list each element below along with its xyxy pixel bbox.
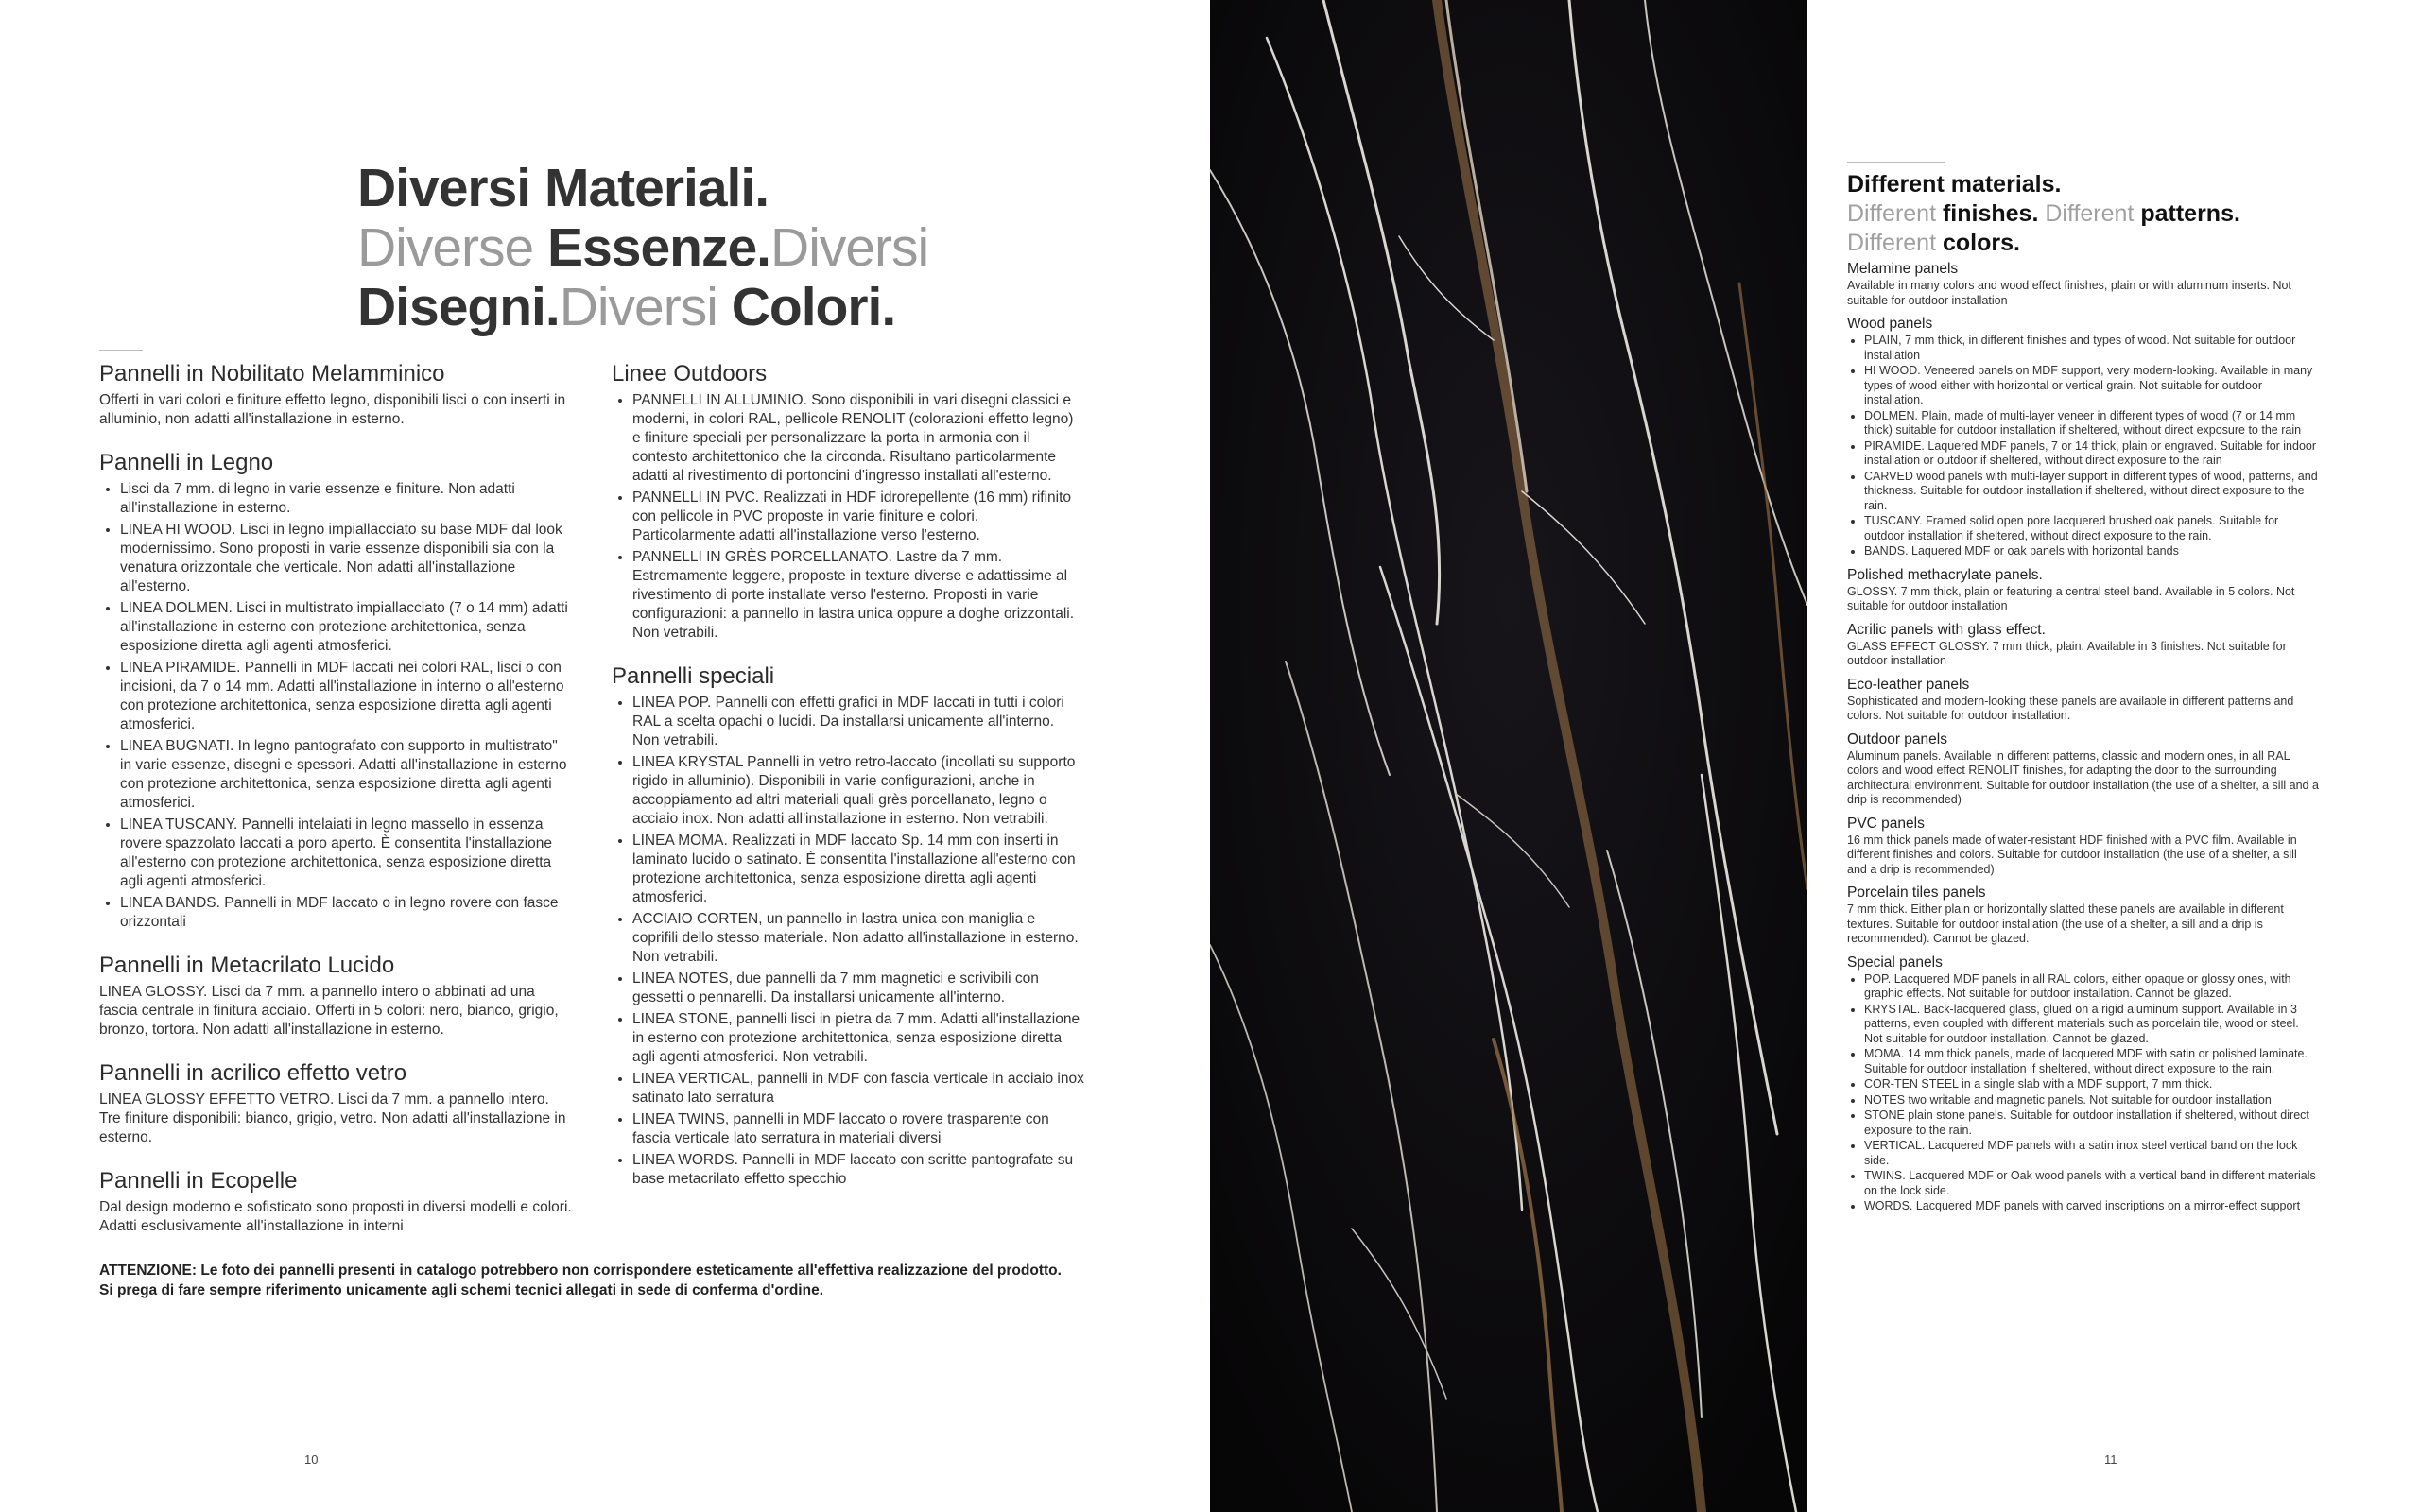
list-item: • Lisci da 7 mm. di legno in varie essenze e finiture. Non adatti all'installazione in esterno. [120,480,572,518]
title-word: colors. [1942,230,2020,256]
list-item: • WORDS. Lacquered MDF panels with carved inscriptions on a mirror-effect support [1864,1199,2320,1214]
title-word: Colori. [731,277,896,337]
section-heading: Pannelli in Legno [99,450,274,475]
column-left [99,361,572,1257]
title-word: finishes. [1942,200,2039,227]
disclaimer-line: ATTENZIONE: Le foto dei pannelli presenti in catalogo potrebbero non corrispondere esteticamente all'effettiva realizzazione del prodotto. [99,1263,1062,1279]
list-item: • LINEA BUGNATI. In legno pantografato con supporto in multistrato" in varie essenze, disegni e spessori. Adatti all'installazione in esterno con protezione architettonica, senza esposizione diretta agli agenti atmosferici. [120,737,572,813]
section-heading: Porcelain tiles panels [1847,885,1986,901]
english-title [1847,170,2240,258]
list-item: • DOLMEN. Plain, made of multi-layer veneer in different types of wood (7 or 14 mm thick) suitable for outdoor installation if sheltered, without direct exposure to the rain [1864,409,2320,438]
section-heading: Linee Outdoors [612,361,768,387]
list-item: • LINEA DOLMEN. Lisci in multistrato impiallacciato (7 o 14 mm) adatti all'installazione in esterno con protezione architettonica, senza esposizione diretta agli agenti atmosferici. [120,599,572,656]
list-item: • LINEA STONE, pannelli lisci in pietra da 7 mm. Adatti all'installazione in esterno con protezione architettonica, senza esposizione diretta agli agenti atmosferici. Non vetrabili. [632,1010,1084,1067]
section-heading: Melamine panels [1847,261,1959,277]
list-item: • VERTICAL. Lacquered MDF panels with a satin inox steel vertical band on the lock side. [1864,1139,2320,1168]
disclaimer [99,1261,1120,1300]
english-content [1847,261,2320,1222]
column-right [612,361,1084,1210]
list-item: • LINEA VERTICAL, pannelli in MDF con fascia verticale in acciaio inox satinato lato serratura [632,1070,1084,1108]
section-heading: Pannelli in Ecopelle [99,1168,298,1194]
section-heading: Pannelli in acrilico effetto vetro [99,1060,407,1086]
section-text: 16 mm thick panels made of water-resistant HDF finished with a PVC film. Available in different finishes and colors. Suitable for outdoor installation (the use of a shelter, a sill and a drip is recommended) [1847,833,2297,876]
title-word: Essenze. [547,217,771,278]
list-item: • LINEA HI WOOD. Lisci in legno impiallacciato su base MDF dal look modernissimo. Sono proposti in varie essenze disponibili sia con la venatura orizzontale che verticale. Non adatti all'installazione all'esterno. [120,521,572,596]
section-heading: Pannelli in Metacrilato Lucido [99,953,395,978]
marble-texture [1210,0,1807,1512]
list-item: • BANDS. Laquered MDF or oak panels with horizontal bands [1864,544,2320,559]
wood-list [1847,334,2320,559]
list-item: • LINEA BANDS. Pannelli in MDF laccato o in legno rovere con fasce orizzontali [120,894,572,932]
list-item: • HI WOOD. Veneered panels on MDF support, very modern-looking. Available in many types of wood either with horizontal or vertical grain. Not suitable for outdoor installation. [1864,364,2320,408]
list-item: • PANNELLI IN PVC. Realizzati in HDF idrorepellente (16 mm) rifinito con pellicole in PVC proposte in varie finiture e colori. Particolarmente adatti all'installazione verso l'esterno. [632,489,1084,545]
list-item: • LINEA NOTES, due pannelli da 7 mm magnetici e scrivibili con gessetti o pennarelli. Da installarsi unicamente all'interno. [632,970,1084,1007]
special-list [612,694,1084,1189]
list-item: • STONE plain stone panels. Suitable for outdoor installation if sheltered, without direct exposure to the rain. [1864,1108,2320,1138]
section-heading: Acrilic panels with glass effect. [1847,621,2046,638]
list-item: • LINEA KRYSTAL Pannelli in vetro retro-laccato (incollati su supporto rigido in alluminio). Disponibili in varie configurazioni, anche in accoppiamento ad altri materiali quali grès porcellanato, legno o acciaio inox. Non adatti all'installazione in esterno. Non vetrabili. [632,753,1084,829]
section-heading: Eco-leather panels [1847,676,1970,693]
page-number: 10 [304,1452,319,1467]
list-item: • CARVED wood panels with multi-layer support in different types of wood, patterns, and thickness. Suitable for outdoor installation if sheltered, without direct exposure to the rain. [1864,470,2320,514]
list-item: • LINEA POP. Pannelli con effetti grafici in MDF laccati in tutti i colori RAL a scelta opachi o lucidi. Da installarsi unicamente all'interno. Non vetrabili. [632,694,1084,750]
title-word: Different [1847,200,1943,227]
section-text: GLOSSY. 7 mm thick, plain or featuring a central steel band. Available in 5 colors. Not suitable for outdoor installation [1847,584,2295,612]
section-text: LINEA GLOSSY EFFETTO VETRO. Lisci da 7 mm. a pannello intero. Tre finiture disponibili: bianco, grigio, vetro. Non adatti all'installazione in esterno. [99,1091,566,1145]
section-heading: PVC panels [1847,815,1925,832]
title-word: Different materials. [1847,171,2062,198]
list-item: • TUSCANY. Framed solid open pore lacquered brushed oak panels. Suitable for outdoor installation if sheltered, without direct exposure to the rain. [1864,514,2320,543]
divider [1847,162,1945,163]
list-item: • LINEA WORDS. Pannelli in MDF laccato con scritte pantografate su base metacrilato effetto specchio [632,1151,1084,1189]
special-list [1847,972,2320,1214]
title-word: Diversi [559,277,732,337]
title-word: Different [2038,200,2141,227]
page-title [357,159,928,337]
section-text: LINEA GLOSSY. Lisci da 7 mm. a pannello intero o abbinati ad una fascia centrale in finitura acciaio. Offerti in 5 colori: nero, bianco, grigio, bronzo, tortora. Non adatti all'installazione in esterno. [99,984,559,1038]
title-word: Diverse [357,217,548,278]
list-item: • TWINS. Lacquered MDF or Oak wood panels with a vertical band in different materials on the lock side. [1864,1169,2320,1198]
list-item: • LINEA TUSCANY. Pannelli intelaiati in legno massello in essenza rovere spazzolato laccati a poro aperto. È consentita l'installazione all'esterno con protezione architettonica, senza esposizione diretta agli agenti atmosferici. [120,816,572,891]
section-text: GLASS EFFECT GLOSSY. 7 mm thick, plain. Available in 3 finishes. Not suitable for outdoor installation [1847,639,2287,667]
section-text: Available in many colors and wood effect finishes, plain or with aluminum inserts. Not suitable for outdoor installation [1847,279,2291,307]
section-text: Dal design moderno e sofisticato sono proposti in diversi modelli e colori. Adatti esclusivamente all'installazione in interni [99,1199,572,1234]
marble-image [1210,0,1807,1512]
list-item: • PANNELLI IN ALLUMINIO. Sono disponibili in vari disegni classici e moderni, in colori RAL, pellicole RENOLIT (colorazioni effetto legno) e finiture speciali per personalizzare la porta in armonia con il contesto architettonico che la circonda. Risultano particolarmente adatti al rivestimento di portoncini d'ingresso installati all'esterno. [632,391,1084,486]
section-heading: Pannelli in Nobilitato Melamminico [99,361,445,387]
list-item: • COR-TEN STEEL in a single slab with a MDF support, 7 mm thick. [1864,1077,2320,1092]
section-text: 7 mm thick. Either plain or horizontally slatted these panels are available in different textures. Suitable for outdoor installation (the use of a shelter, a sill and a drip is recommended). Cannot be glazed. [1847,902,2284,945]
section-heading: Outdoor panels [1847,730,1947,747]
list-item: • POP. Lacquered MDF panels in all RAL colors, either opaque or glossy ones, with graphic effects. Not suitable for outdoor installation. Cannot be glazed. [1864,972,2320,1002]
title-line-1: Diversi Materiali. [357,158,769,218]
list-item: • PLAIN, 7 mm thick, in different finishes and types of wood. Not suitable for outdoor installation [1864,334,2320,363]
disclaimer-line: Si prega di fare sempre riferimento unicamente agli schemi tecnici allegati in sede di conferma d'ordine. [99,1282,824,1298]
section-heading: Pannelli speciali [612,663,775,689]
list-item: • ACCIAIO CORTEN, un pannello in lastra unica con maniglia e coprifili dello stesso materiale. Non adatto all'installazione in esterno. Non vetrabili. [632,910,1084,967]
section-text: Aluminum panels. Available in different patterns, classic and modern ones, in all RAL colors and wood effect RENOLIT finishes, for adapting the door to the surrounding architectural environment. Suitable for outdoor installation (the use of a shelter, a sill and a drip is recommended) [1847,748,2319,806]
list-item: • LINEA MOMA. Realizzati in MDF laccato Sp. 14 mm con inserti in laminato lucido o satinato. È consentita l'installazione all'esterno con protezione architettonica, senza esposizione diretta agli agenti atmosferici. [632,832,1084,907]
wood-list [99,480,572,932]
section-heading: Polished methacrylate panels. [1847,566,2043,583]
list-item: • LINEA PIRAMIDE. Pannelli in MDF laccati nei colori RAL, lisci o con incisioni, da 7 o 14 mm. Adatti all'installazione in interno o all'esterno con protezione architettonica, senza esposizione diretta agli agenti atmosferici. [120,659,572,734]
title-word: Different [1847,230,1943,256]
title-word: Disegni. [357,277,560,337]
page-number: 11 [2104,1452,2118,1467]
title-word: patterns. [2140,200,2240,227]
list-item: • LINEA TWINS, pannelli in MDF laccato o rovere trasparente con fascia verticale lato serratura in materiali diversi [632,1110,1084,1148]
list-item: • PIRAMIDE. Laquered MDF panels, 7 or 14 thick, plain or engraved. Suitable for indoor installation or outdoor if sheltered, without direct exposure to the rain [1864,439,2320,469]
divider [99,350,143,351]
section-heading: Special panels [1847,954,1943,971]
title-word: Diversi [770,217,929,278]
list-item: • NOTES two writable and magnetic panels. Not suitable for outdoor installation [1864,1093,2320,1108]
list-item: • MOMA. 14 mm thick panels, made of lacquered MDF with satin or polished laminate. Suitable for outdoor installation if sheltered, without direct exposure to the rain. [1864,1047,2320,1076]
list-item: • PANNELLI IN GRÈS PORCELLANATO. Lastre da 7 mm. Estremamente leggere, proposte in texture diverse e adattissime al rivestimento di porte installate verso l'esterno. Proposti in varie configurazioni: a pannello in lastra unica oppure a doghe orizzontali. Non vetrabili. [632,548,1084,643]
section-heading: Wood panels [1847,316,1933,332]
section-text: Sophisticated and modern-looking these panels are available in different patterns and colors. Not suitable for outdoor installation. [1847,694,2294,722]
list-item: • KRYSTAL. Back-lacquered glass, glued on a rigid aluminum support. Available in 3 patterns, even coupled with different materials such as porcelain tile, wood or steel. Not suitable for outdoor installation. Cannot be glazed. [1864,1003,2320,1047]
outdoor-list [612,391,1084,643]
section-text: Offerti in vari colori e finiture effetto legno, disponibili lisci o con inserti in alluminio, non adatti all'installazione in esterno. [99,392,566,427]
